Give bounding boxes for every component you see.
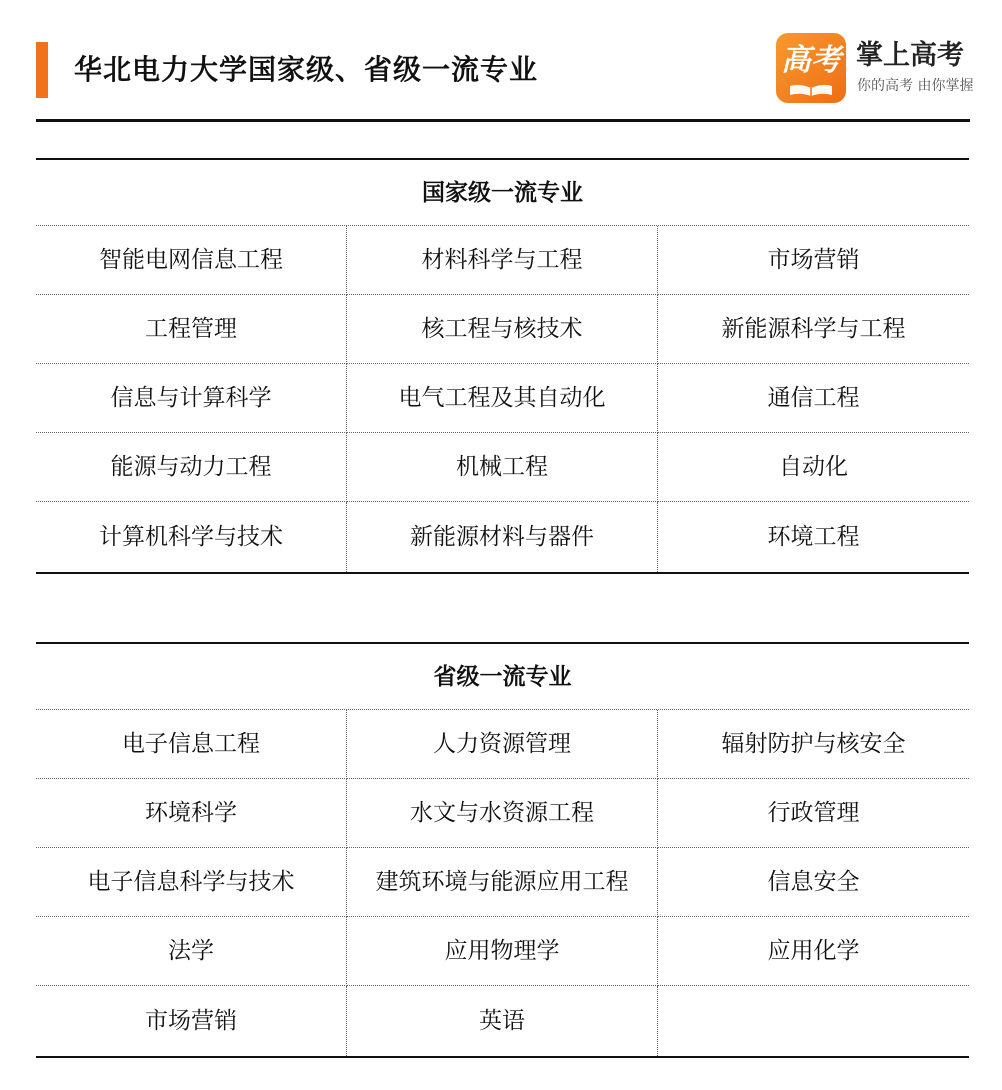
page-header <box>0 0 1002 122</box>
brand-logo-lettering: 高考 <box>781 43 841 78</box>
major-cell: 环境工程 <box>767 524 860 550</box>
provincial-majors-table <box>36 642 969 1058</box>
major-cell: 能源与动力工程 <box>36 433 347 502</box>
major-cell: 信息与计算科学 <box>36 364 347 433</box>
brand <box>776 33 976 105</box>
majors-grid <box>36 226 969 574</box>
major-cell: 机械工程 <box>347 433 658 502</box>
major-cell: 辐射防护与核安全 <box>658 710 969 779</box>
major-cell: 电气工程及其自动化 <box>347 364 658 433</box>
major-cell: 工程管理 <box>36 295 347 364</box>
major-cell: 环境科学 <box>36 779 347 848</box>
major-cell: 电子信息工程 <box>36 710 347 779</box>
major-cell: 应用化学 <box>658 917 969 986</box>
major-cell: 计算机科学与技术 <box>36 502 347 572</box>
major-cell: 核工程与核技术 <box>347 295 658 364</box>
major-cell: 英语 <box>347 986 658 1056</box>
brand-name: 掌上高考 <box>856 40 964 71</box>
major-cell: 自动化 <box>658 433 969 502</box>
section-title: 省级一流专业 <box>433 663 572 690</box>
major-cell: 电子信息科学与技术 <box>36 848 347 917</box>
title-accent-bar <box>36 42 48 98</box>
major-cell: 信息安全 <box>658 848 969 917</box>
header-divider <box>36 119 970 122</box>
major-cell: 市场营销 <box>658 226 969 295</box>
majors-grid <box>36 710 969 1058</box>
major-cell: 建筑环境与能源应用工程 <box>347 848 658 917</box>
major-cell: 新能源材料与器件 <box>347 502 658 572</box>
major-cell: 智能电网信息工程 <box>36 226 347 295</box>
page-title: 华北电力大学国家级、省级一流专业 <box>74 53 539 86</box>
national-majors-table <box>36 158 969 574</box>
section-title-row <box>36 158 969 226</box>
major-cell: 应用物理学 <box>347 917 658 986</box>
section-title-row <box>36 642 969 710</box>
brand-slogan: 你的高考 由你掌握 <box>857 78 974 94</box>
major-cell: 新能源科学与工程 <box>658 295 969 364</box>
major-cell: 市场营销 <box>36 986 347 1056</box>
open-book-icon <box>788 83 834 97</box>
major-cell: 水文与水资源工程 <box>347 779 658 848</box>
major-cell: 人力资源管理 <box>347 710 658 779</box>
major-cell: 通信工程 <box>658 364 969 433</box>
major-cell: 行政管理 <box>658 779 969 848</box>
brand-logo-icon <box>776 33 846 103</box>
major-cell: 法学 <box>36 917 347 986</box>
major-cell: 材料科学与工程 <box>347 226 658 295</box>
empty-cell <box>658 986 969 1056</box>
section-title: 国家级一流专业 <box>422 179 583 206</box>
